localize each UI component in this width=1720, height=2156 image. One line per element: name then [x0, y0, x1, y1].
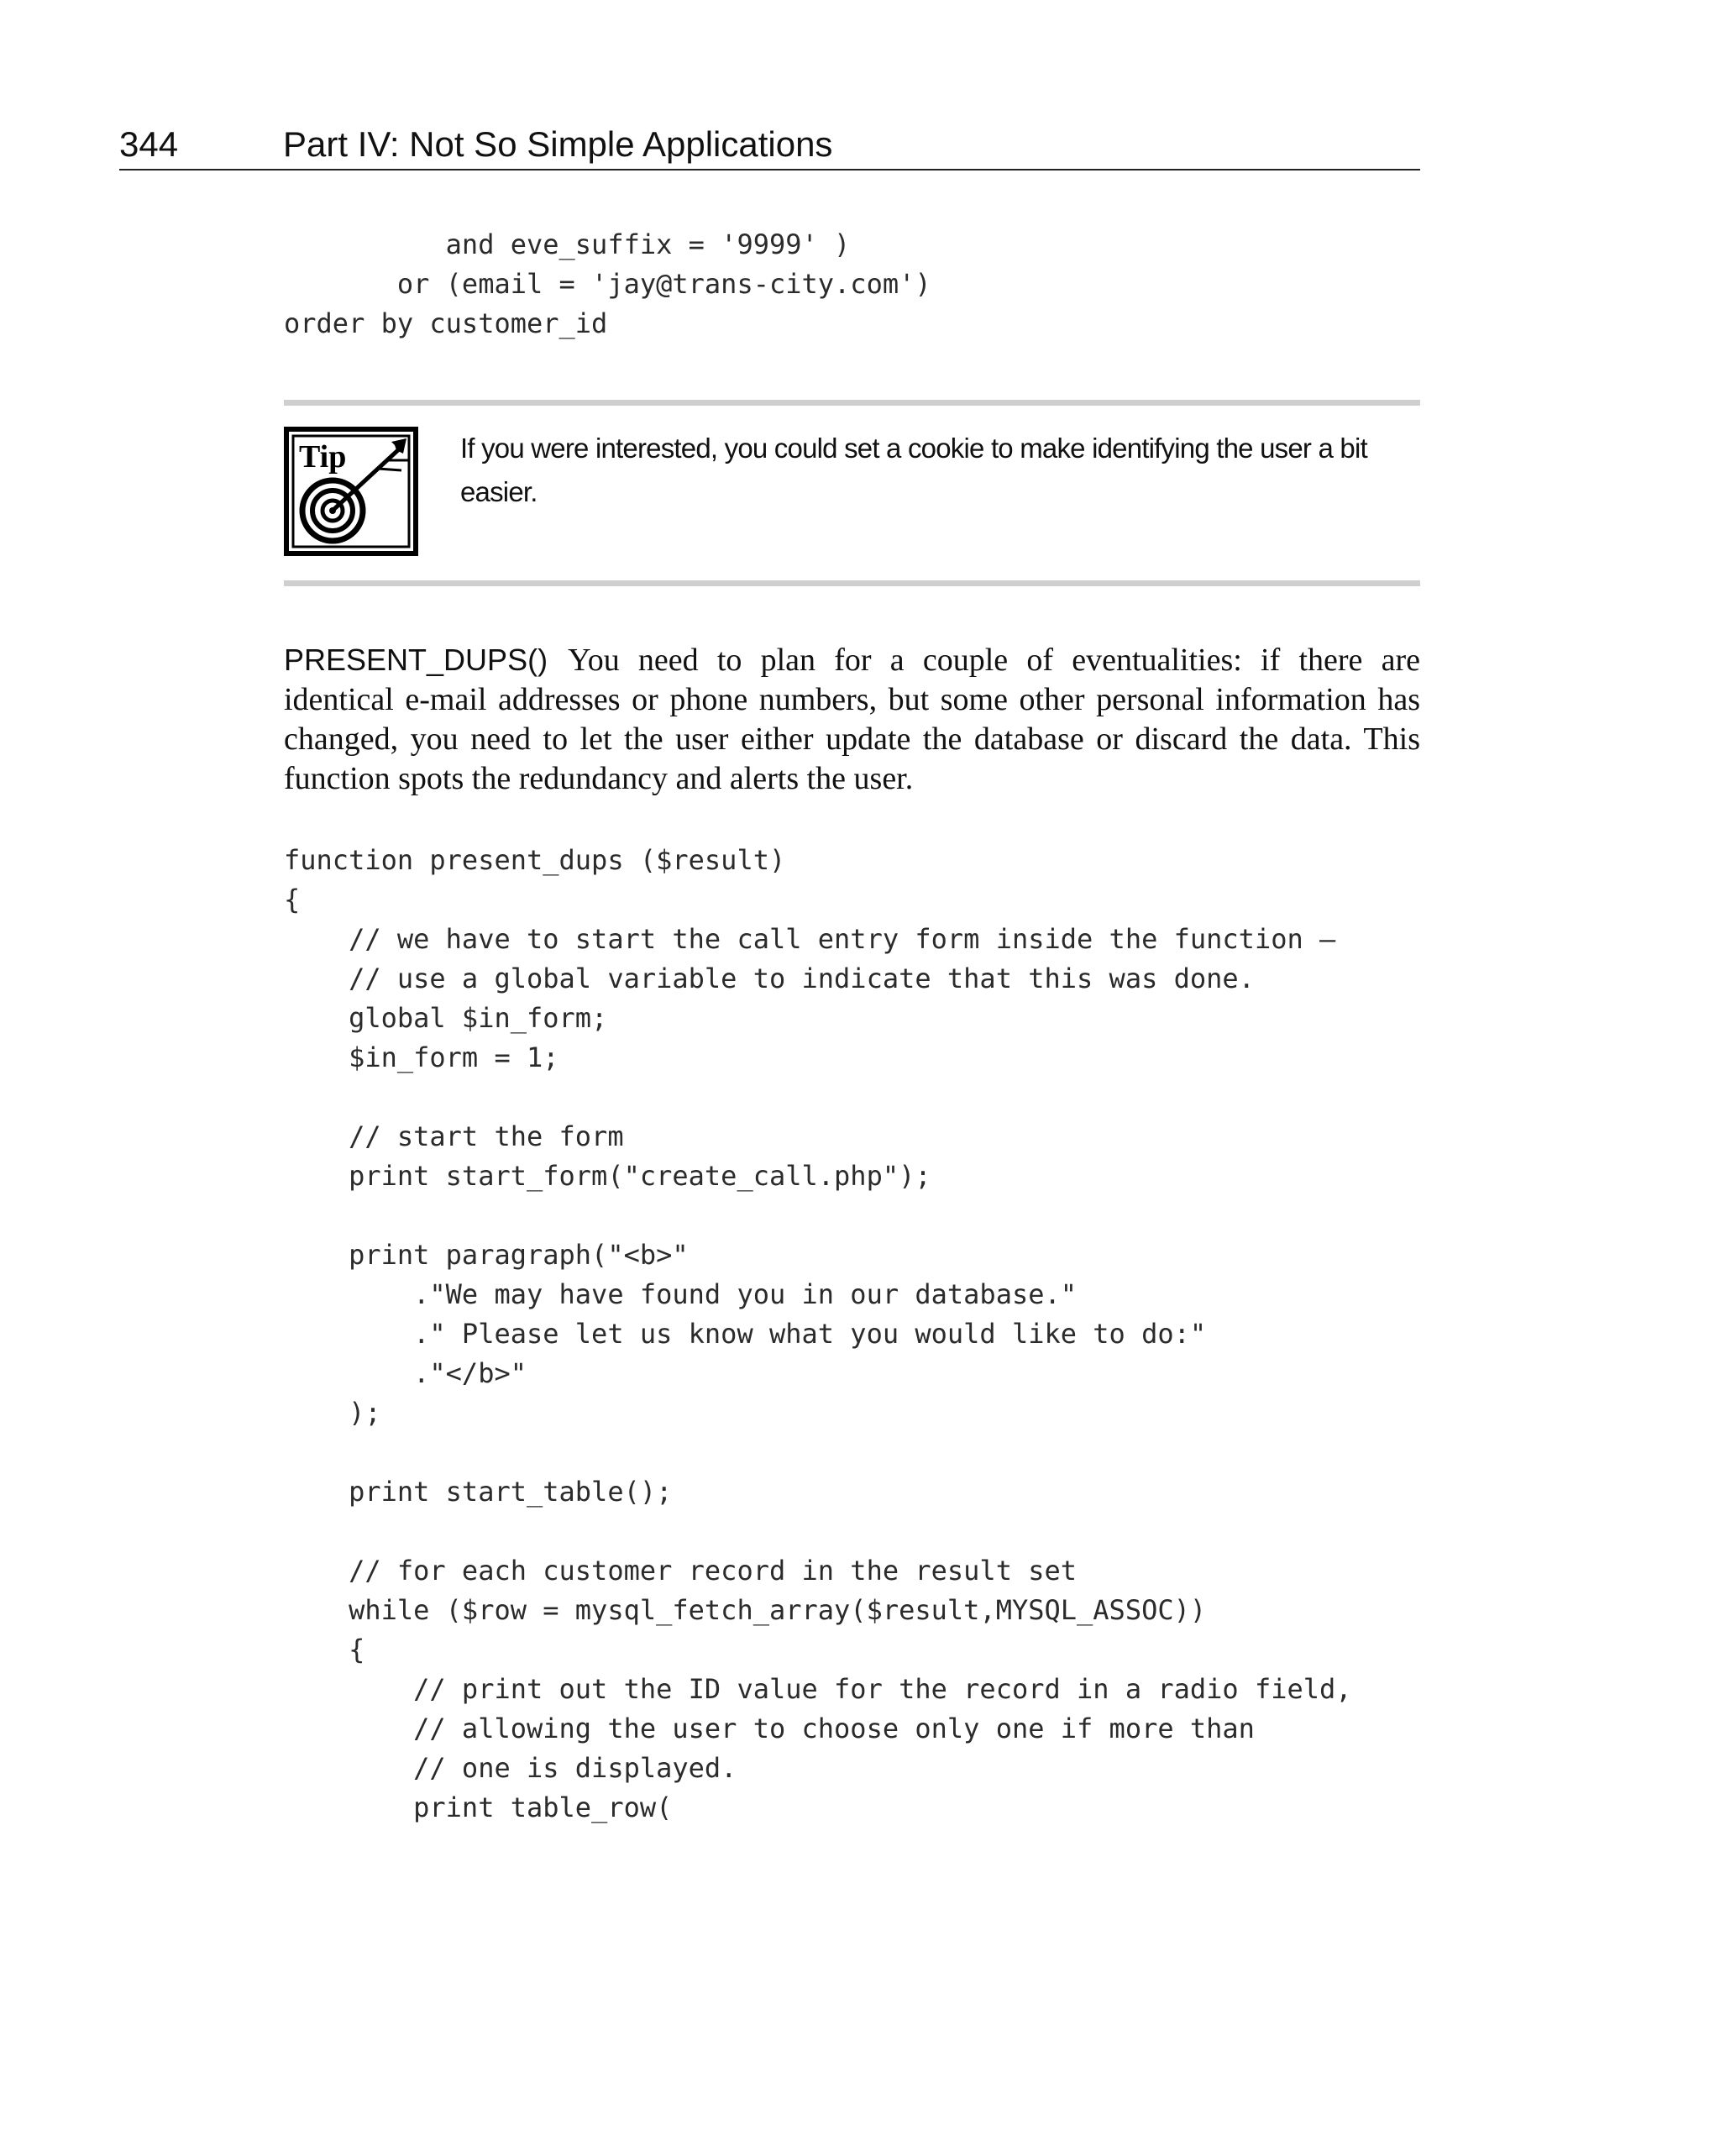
- paragraph-text: You need to plan for a couple of eventualities: if there are identical e-mail addresses or phone numbers, but some other personal information has changed, you need to let the user either update the database or discard the data. This function spots the redundancy and alerts the user.: [284, 643, 1420, 796]
- code-line: // print out the ID value for the record in a radio field,: [284, 1673, 1352, 1705]
- code-line: while ($row = mysql_fetch_array($result,MYSQL_ASSOC)): [284, 1594, 1207, 1626]
- code-line: or (email = 'jay@trans-city.com'): [284, 268, 931, 300]
- code-line: print start_table();: [284, 1476, 673, 1508]
- code-line: );: [284, 1397, 381, 1429]
- tip-text: If you were interested, you could set a cookie to make identifying the user a bit easier.: [460, 433, 1367, 507]
- code-line: {: [284, 884, 301, 915]
- code-line: ."We may have found you in our database.": [284, 1278, 1078, 1310]
- code-line: [284, 1196, 1352, 1235]
- code-line: print paragraph("<b>": [284, 1239, 689, 1271]
- run-in-heading: PRESENT_DUPS(): [284, 643, 548, 677]
- code-line: print table_row(: [284, 1791, 673, 1823]
- body-paragraph: [284, 640, 1420, 799]
- code-line: ."</b>": [284, 1357, 527, 1389]
- code-line: function present_dups ($result): [284, 844, 786, 876]
- code-line: // use a global variable to indicate that this was done.: [284, 963, 1255, 994]
- code-line: // we have to start the call entry form inside the function –: [284, 923, 1336, 955]
- page-number: 344: [119, 124, 179, 164]
- code-line: // one is displayed.: [284, 1752, 737, 1784]
- code-line: $in_form = 1;: [284, 1041, 559, 1073]
- code-line: [284, 1512, 1352, 1551]
- tip-top-rule: [284, 400, 1420, 406]
- page-header: [119, 120, 1420, 170]
- tip-icon-label: Tip: [299, 439, 347, 475]
- code-line: ." Please let us know what you would like to do:": [284, 1318, 1207, 1350]
- code-line: {: [284, 1634, 365, 1666]
- code-block-present-dups: [284, 841, 1352, 1828]
- code-line: global $in_form;: [284, 1002, 608, 1034]
- code-line: [284, 1433, 1352, 1472]
- code-line: // start the form: [284, 1120, 624, 1152]
- code-line: [284, 1078, 1352, 1117]
- code-line: and eve_suffix = '9999' ): [284, 228, 851, 260]
- code-line: order by customer_id: [284, 307, 608, 339]
- tip-bottom-rule: [284, 580, 1420, 586]
- code-line: // allowing the user to choose only one if more than: [284, 1713, 1255, 1744]
- code-block-query-end: [284, 225, 931, 344]
- code-line: print start_form("create_call.php");: [284, 1160, 931, 1192]
- code-line: // for each customer record in the result set: [284, 1555, 1078, 1587]
- running-head: Part IV: Not So Simple Applications: [283, 124, 833, 164]
- tip-target-icon: [284, 427, 418, 556]
